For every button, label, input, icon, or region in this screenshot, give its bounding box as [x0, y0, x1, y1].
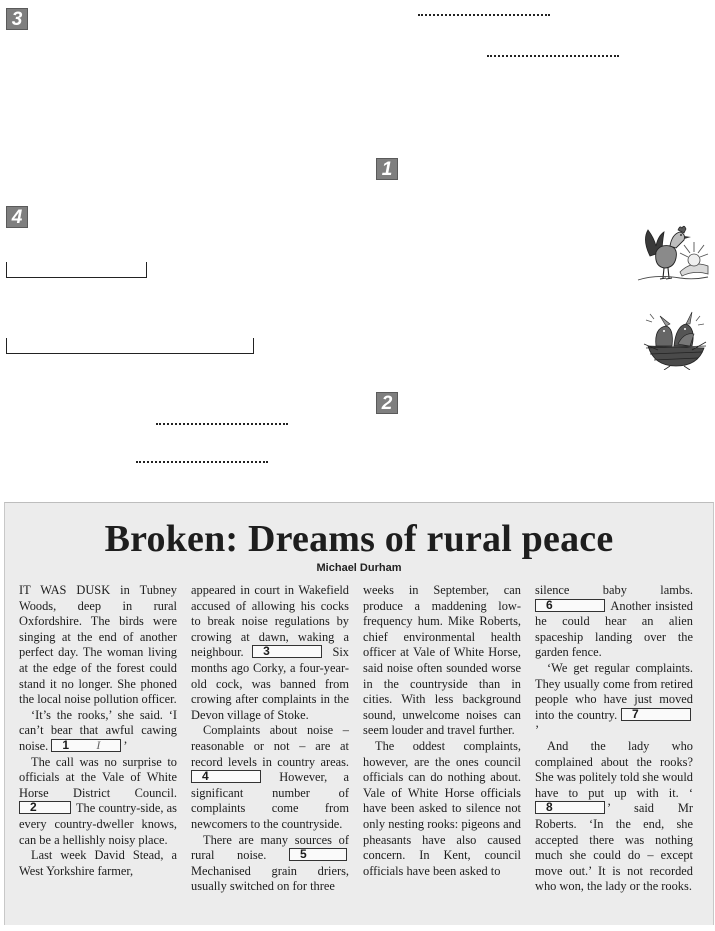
- gap-4[interactable]: 4: [191, 770, 261, 783]
- rooks-nest-illustration: [640, 306, 710, 370]
- gap-7[interactable]: 7: [621, 708, 691, 721]
- rooster-illustration: [636, 222, 710, 286]
- paragraph: weeks in September, can produce a maddening low-frequency hum. Mike Roberts, chief environmental health officer at Vale of White Horse, said noise often sounded worse in the countryside than in cities. With less background sound, unwelcome noises can seem louder and travel further.: [363, 583, 521, 738]
- answer-line-1[interactable]: [418, 14, 550, 16]
- gap-1[interactable]: 1 I: [51, 739, 121, 752]
- exercise-number-4: 4: [6, 206, 28, 228]
- article-column-2: [191, 583, 349, 895]
- newspaper-clipping: [4, 502, 714, 925]
- paragraph: silence baby lambs. 6 Another insisted he could hear an alien spaceship landing over the garden fence.: [535, 583, 693, 660]
- paragraph: And the lady who complained about the rooks? She was politely told she would have to put up with it. ‘ 8 ’ said Mr Roberts. ‘In the end, she accepted there was nothing much she could do – except move out.’ It is not recorded who won, the lady or the rooks.: [535, 738, 693, 894]
- article-author: Michael Durham: [316, 562, 402, 574]
- answer-line-3[interactable]: [156, 423, 288, 425]
- exercise-number-2: 2: [376, 392, 398, 414]
- paragraph: ‘We get regular complaints. They usually come from retired people who have just moved into the country. 7 ’: [535, 660, 693, 738]
- paragraph: appeared in court in Wakefield accused of allowing his cocks to break noise regulations by crowing at dawn, waking a neighbour. 3 Six months ago Corky, a four-year-old cock, was banned from crowing after complaints in the Devon village of Stoke.: [191, 583, 349, 722]
- gap-2[interactable]: 2: [19, 801, 71, 814]
- gap-8[interactable]: 8: [535, 801, 605, 814]
- gap-5[interactable]: 5: [289, 848, 347, 861]
- gap-6[interactable]: 6: [535, 599, 605, 612]
- exercise-number-1: 1: [376, 158, 398, 180]
- article-column-4: [535, 583, 693, 895]
- answer-box-2[interactable]: [6, 338, 254, 354]
- paragraph: IT WAS DUSK in Tubney Woods, deep in rural Oxfordshire. The birds were singing at the end of another perfect day. The woman living at the edge of the forest could stand it no longer. She phoned the local noise pollution officer.: [19, 583, 177, 707]
- article-column-3: [363, 583, 521, 879]
- paragraph: Last week David Stead, a West Yorkshire farmer,: [19, 848, 177, 878]
- paragraph: Complaints about noise – reasonable or not – are at record levels in country areas. 4 However, a significant number of complaints come from newcomers to the countryside.: [191, 723, 349, 831]
- paragraph: The call was no surprise to officials at the Vale of White Horse District Council. 2 The country-side, as every country-dweller knows, can be a hellishly noisy place.: [19, 754, 177, 847]
- paragraph: ‘It’s the rooks,’ she said. ‘I can’t bear that awful cawing noise. 1 I ’: [19, 707, 177, 753]
- article-column-1: [19, 583, 177, 879]
- exercise-number-3: 3: [6, 8, 28, 30]
- article-title: Broken: Dreams of rural peace: [104, 518, 614, 560]
- answer-box-1[interactable]: [6, 262, 147, 278]
- answer-line-4[interactable]: [136, 461, 268, 463]
- paragraph: There are many sources of rural noise. 5 Mechanised grain driers, usually switched on for three: [191, 832, 349, 894]
- paragraph: The oddest complaints, however, are the ones council officials can do nothing about. Vale of White Horse officials have been asked to silence not only nesting rooks: pigeons and pheasants have also caused concern. In Kent, council officials have been asked to: [363, 738, 521, 878]
- answer-line-2[interactable]: [487, 55, 619, 57]
- gap-3[interactable]: 3: [252, 645, 322, 658]
